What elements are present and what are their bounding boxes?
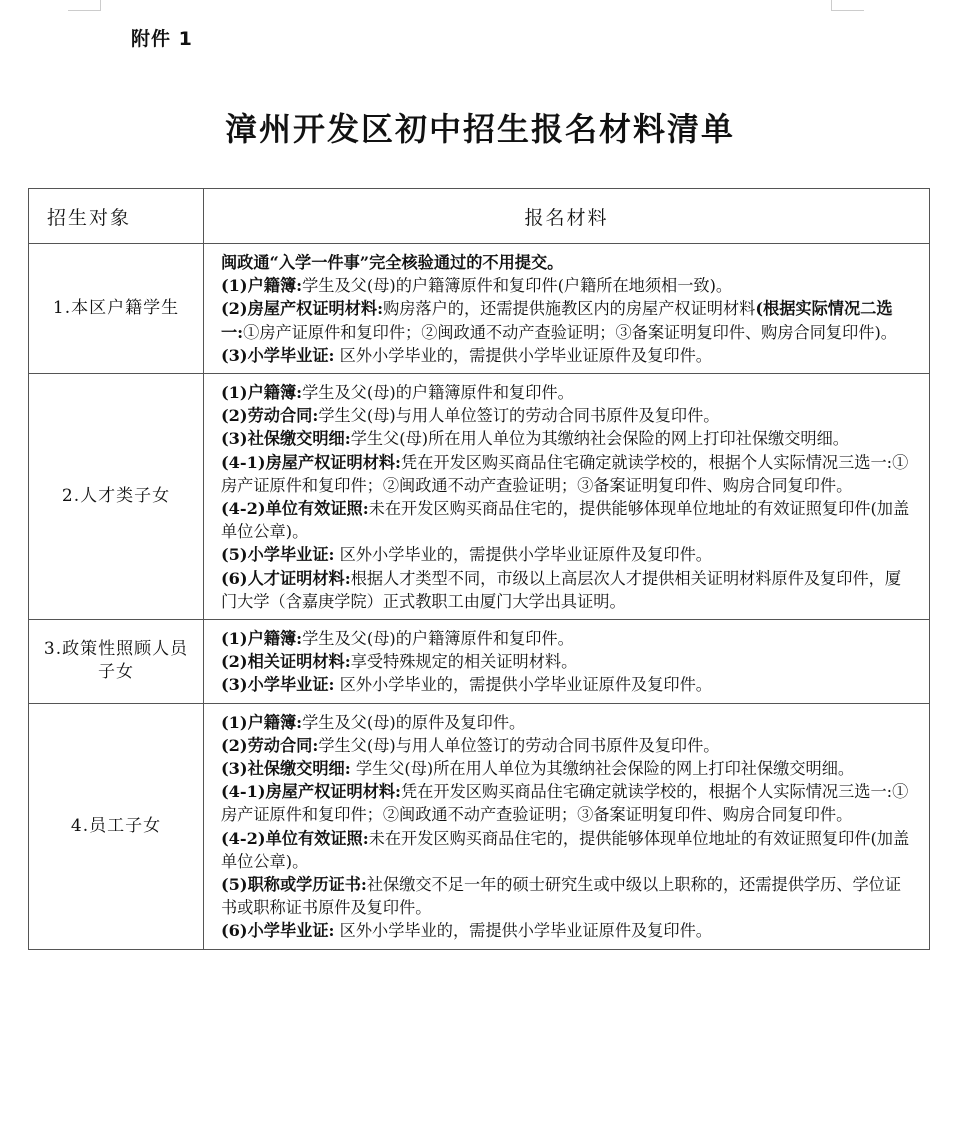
material-text: 学生父(母)与用人单位签订的劳动合同书原件及复印件。 — [318, 406, 720, 426]
material-text: 凭在开发区购买商品住宅确定就读学校的，根据个人实际情况三选一:①房产证原件和复印件；②闽政通不动产查验证明；③备案证明复印件、购房合同复印件。 — [221, 452, 909, 495]
category-cell: 1.本区户籍学生 — [29, 244, 204, 374]
material-text: 享受特殊规定的相关证明材料。 — [350, 652, 578, 672]
material-text: 学生及父(母)的户籍簿原件和复印件(户籍所在地须相一致)。 — [302, 276, 733, 296]
material-bold-tail: (根据实际情况二选一: — [221, 299, 893, 342]
material-label: (2)相关证明材料: — [221, 652, 351, 672]
material-label: (4-2)单位有效证照: — [221, 828, 369, 848]
table-row — [29, 703, 930, 949]
table-row — [29, 244, 930, 374]
material-item — [221, 780, 917, 826]
header-registration-materials: 报名材料 — [204, 189, 930, 244]
material-label: (2)劳动合同: — [221, 735, 319, 755]
material-text: 学生及父(母)的原件及复印件。 — [302, 712, 526, 732]
material-label: (6)小学毕业证: — [221, 921, 335, 941]
materials-table — [28, 188, 930, 950]
header-enrollment-target: 招生对象 — [29, 189, 204, 244]
table-header-row — [29, 189, 930, 244]
material-label: (1)户籍簿: — [221, 276, 303, 296]
material-label: (1)户籍簿: — [221, 629, 303, 649]
material-item — [221, 627, 917, 650]
material-text: 凭在开发区购买商品住宅确定就读学校的，根据个人实际情况三选一:①房产证原件和复印件；②闽政通不动产查验证明；③备案证明复印件、购房合同复印件。 — [221, 782, 909, 825]
table-row — [29, 620, 930, 704]
material-tail: ①房产证原件和复印件；②闽政通不动产查验证明；③备案证明复印件、购房合同复印件)。 — [243, 322, 897, 342]
material-label: (1)户籍簿: — [221, 383, 303, 403]
verification-note: 闽政通“入学一件事”完全核验通过的不用提交。 — [221, 253, 564, 272]
material-label: (4-1)房屋产权证明材料: — [221, 452, 402, 472]
materials-cell — [204, 374, 930, 620]
material-item — [221, 451, 917, 497]
page-corner-mark-right — [831, 0, 864, 11]
material-text: 根据人才类型不同，市级以上高层次人才提供相关证明材料原件及复印件，厦门大学（含嘉庚学院）正式教职工由厦门大学出具证明。 — [221, 568, 902, 611]
annex-label: 附件 1 — [131, 28, 193, 50]
material-item — [221, 381, 917, 404]
material-item — [221, 427, 917, 450]
material-label: (4-2)单位有效证照: — [221, 499, 369, 519]
material-label: (2)劳动合同: — [221, 406, 319, 426]
category-cell: 3.政策性照顾人员子女 — [29, 620, 204, 704]
material-label: (6)人才证明材料: — [221, 568, 351, 588]
page-corner-mark-left — [68, 0, 101, 11]
material-text: 区外小学毕业的，需提供小学毕业证原件及复印件。 — [334, 545, 712, 565]
page-title: 漳州开发区初中招生报名材料清单 — [224, 110, 735, 148]
material-text: 未在开发区购买商品住宅的，提供能够体现单位地址的有效证照复印件(加盖单位公章)。 — [221, 828, 910, 871]
material-label: (5)小学毕业证: — [221, 545, 335, 565]
material-text: 区外小学毕业的，需提供小学毕业证原件及复印件。 — [334, 675, 712, 695]
material-label: (4-1)房屋产权证明材料: — [221, 782, 402, 802]
material-text: 学生父(母)与用人单位签订的劳动合同书原件及复印件。 — [318, 735, 720, 755]
material-item — [221, 673, 917, 696]
material-item — [221, 543, 917, 566]
material-text: 区外小学毕业的，需提供小学毕业证原件及复印件。 — [334, 345, 712, 365]
material-text: 学生父(母)所在用人单位为其缴纳社会保险的网上打印社保缴交明细。 — [350, 759, 855, 779]
material-label: (3)小学毕业证: — [221, 675, 335, 695]
material-item — [221, 567, 917, 613]
material-text: 社保缴交不足一年的硕士研究生或中级以上职称的，还需提供学历、学位证书或职称证书原件及复印件。 — [221, 875, 902, 918]
material-text: 购房落户的，还需提供施教区内的房屋产权证明材料 — [383, 299, 756, 319]
materials-cell — [204, 703, 930, 949]
material-text: 区外小学毕业的，需提供小学毕业证原件及复印件。 — [334, 921, 712, 941]
material-label: (2)房屋产权证明材料: — [221, 299, 384, 319]
material-item — [221, 919, 917, 942]
material-item — [221, 404, 917, 427]
material-text: 学生父(母)所在用人单位为其缴纳社会保险的网上打印社保缴交明细。 — [350, 429, 849, 449]
material-item — [221, 734, 917, 757]
category-cell: 2.人才类子女 — [29, 374, 204, 620]
material-item — [221, 650, 917, 673]
material-item — [221, 274, 917, 297]
materials-cell — [204, 244, 930, 374]
material-text: 学生及父(母)的户籍簿原件和复印件。 — [302, 383, 574, 403]
material-text: 未在开发区购买商品住宅的，提供能够体现单位地址的有效证照复印件(加盖单位公章)。 — [221, 499, 910, 542]
material-label: (3)小学毕业证: — [221, 345, 335, 365]
material-label: (3)社保缴交明细: — [221, 429, 351, 449]
material-item — [221, 827, 917, 873]
material-label: (3)社保缴交明细: — [221, 759, 351, 779]
material-item — [221, 757, 917, 780]
material-item — [221, 297, 917, 343]
material-item — [221, 344, 917, 367]
material-item — [221, 873, 917, 919]
material-label: (5)职称或学历证书: — [221, 875, 367, 895]
category-cell: 4.员工子女 — [29, 703, 204, 949]
materials-cell — [204, 620, 930, 704]
material-item — [221, 497, 917, 543]
material-item — [221, 711, 917, 734]
material-label: (1)户籍簿: — [221, 712, 303, 732]
table-row — [29, 374, 930, 620]
material-text: 学生及父(母)的户籍簿原件和复印件。 — [302, 629, 574, 649]
